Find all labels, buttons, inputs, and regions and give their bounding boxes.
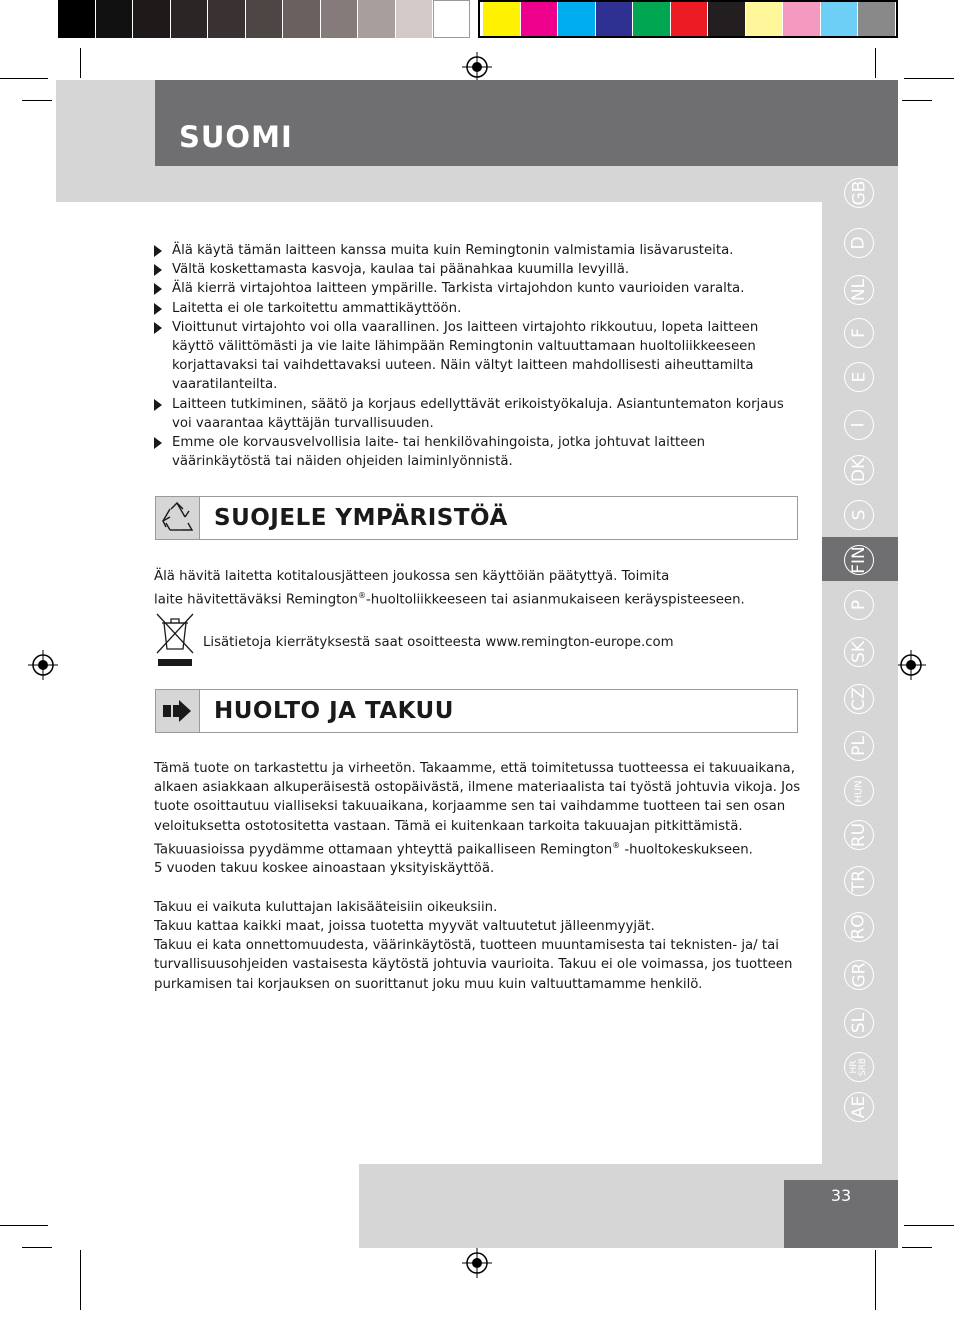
bullet-arrow-icon — [154, 399, 162, 411]
crop-mark — [875, 1250, 876, 1310]
crop-mark — [902, 100, 932, 101]
environment-title: SUOJELE YMPÄRISTÖÄ — [214, 505, 508, 531]
language-tab-label: S — [848, 509, 869, 521]
language-tab-label: SK — [848, 641, 869, 663]
crop-mark — [80, 1250, 81, 1310]
language-tab-fin[interactable] — [844, 545, 874, 575]
bullet-arrow-icon — [154, 303, 162, 315]
service-paragraph: Takuuasioissa pyydämme ottamaan yhteyttä paikalliseen Remington® -huoltokeskukseen. — [154, 840, 753, 858]
page-number-box — [784, 1180, 898, 1248]
language-tab-hr-srb[interactable] — [844, 1052, 874, 1082]
service-title: HUOLTO JA TAKUU — [214, 698, 454, 724]
environment-text — [154, 567, 804, 610]
language-tab-sl[interactable] — [844, 1008, 874, 1038]
safety-bullet: Vältä koskettamasta kasvoja, kaulaa tai päänahkaa kuumilla levyillä. — [154, 260, 804, 279]
language-tab-dk[interactable] — [844, 455, 874, 485]
arrow-icon-box — [156, 690, 200, 732]
safety-bullet: Laitteen tutkiminen, säätö ja korjaus edellyttävät erikoistyökaluja. Asiantuntematon korjaus voi vaarantaa käyttäjän turvallisuuden. — [154, 395, 804, 433]
gray-swatch — [358, 0, 395, 38]
language-tab-label: RO — [848, 914, 869, 940]
language-tab-label: P — [848, 599, 869, 611]
gray-swatch — [396, 0, 433, 38]
language-tab-label: GR — [849, 962, 869, 988]
registration-mark-icon — [462, 52, 492, 82]
arrow-right-icon — [156, 690, 199, 732]
language-tab-label: FIN — [848, 546, 869, 574]
service-section-header — [155, 689, 798, 733]
language-tab-tr[interactable] — [844, 866, 874, 896]
gray-swatch — [133, 0, 170, 38]
language-tab-label: D — [849, 236, 869, 250]
recycle-icon — [156, 497, 199, 539]
safety-bullet: Emme ole korvausvelvollisia laite- tai henkilövahingoista, jotka johtuvat laitteen väärinkäytöstä tai näiden ohjeiden laiminlyönnistä. — [154, 433, 804, 471]
bullet-arrow-icon — [154, 264, 162, 276]
safety-bullet: Älä käytä tämän laitteen kanssa muita kuin Remingtonin valmistamia lisävarusteita. — [154, 241, 804, 260]
language-tab-gb[interactable] — [844, 178, 874, 208]
registration-mark-icon — [462, 1248, 492, 1278]
crossed-bin-icon — [154, 611, 196, 669]
gray-swatch — [171, 0, 208, 38]
service-paragraph: 5 vuoden takuu koskee ainoastaan yksityiskäyttöä. — [154, 861, 495, 877]
service-text — [154, 759, 804, 994]
page-title: SUOMI — [179, 120, 293, 154]
language-tab-label: E — [849, 371, 869, 383]
gray-swatch — [208, 0, 245, 38]
language-tab-label: PL — [848, 736, 869, 756]
environment-text-line1: Älä hävitä laitetta kotitalousjätteen joukossa sen käyttöiän päätyttyä. Toimita — [154, 569, 670, 584]
language-tab-i[interactable] — [844, 410, 874, 440]
language-tab-label: HR SRB — [848, 1057, 868, 1077]
language-tab-label: SL — [848, 1012, 869, 1034]
language-tab-ro[interactable] — [844, 912, 874, 942]
gray-swatch — [58, 0, 95, 38]
language-tab-label: GB — [849, 180, 869, 206]
service-paragraph: Takuu ei kata onnettomuudesta, väärinkäytöstä, tuotteen muuntamisesta tai teknisten- ja/ tai turvallisuusohjeiden vastaisesta käytöstä johtuvia vaurioita. Takuu ei ole voimassa, jos tuotteen purkamisen tai korjauksen on suorittanut joku muu kuin valtuuttamamme henkilö. — [154, 938, 793, 992]
language-tab-f[interactable] — [844, 318, 874, 348]
crop-mark — [0, 78, 48, 79]
language-tab-label: DK — [849, 457, 869, 483]
recycle-icon-box — [156, 497, 200, 539]
language-tab-label: I — [848, 422, 869, 428]
service-paragraph: Takuu ei vaikuta kuluttajan lakisääteisiin oikeuksiin. — [154, 899, 498, 915]
gray-swatch — [433, 0, 470, 38]
crop-mark — [902, 1247, 932, 1248]
safety-bullet: Vioittunut virtajohto voi olla vaarallinen. Jos laitteen virtajohto rikkoutuu, lopeta laitteen käyttö välittömästi ja vie laite lähimpään Remingtonin valtuuttamaan huoltoliikkeeseen korjattavaksi tai vaihdettavaksi uuteen. Näin vältyt laitteen mahdollisesti aiheuttamilta vaaratilanteilta. — [154, 318, 804, 395]
crop-mark — [904, 78, 954, 79]
registration-mark-icon — [28, 650, 58, 680]
language-tab-gr[interactable] — [844, 960, 874, 990]
registration-mark-icon — [896, 650, 926, 680]
crop-mark — [875, 48, 876, 78]
language-tab-nl[interactable] — [844, 275, 874, 305]
language-tab-d[interactable] — [844, 228, 874, 258]
crop-mark — [0, 1225, 48, 1226]
gray-swatch — [321, 0, 358, 38]
language-tab-p[interactable] — [844, 590, 874, 620]
gray-swatch — [96, 0, 133, 38]
recycle-info: Lisätietoja kierrätyksestä saat osoitteesta www.remington-europe.com — [203, 635, 674, 650]
bullet-arrow-icon — [154, 322, 162, 334]
crop-mark — [904, 1225, 954, 1226]
language-tab-ae[interactable] — [844, 1092, 874, 1122]
environment-section-header — [155, 496, 798, 540]
language-tab-label: AE — [849, 1095, 869, 1119]
bullet-arrow-icon — [154, 245, 162, 257]
gray-swatch — [246, 0, 283, 38]
safety-bullet: Laitetta ei ole tarkoitettu ammattikäyttöön. — [154, 299, 804, 318]
service-paragraph: Tämä tuote on tarkastettu ja virheetön. Takaamme, että toimitetussa tuotteessa ei takuuaikana, alkaen asiakkaan alkuperäisestä ostopäivästä, ilmene materiaalista tai työstä johtuvia vikoja. Jos tuote osoittautuu vialliseksi takuuaikana, korjaamme sen tai vaihdamme tuotteen tai sen osan veloituksetta ostotositetta vastaan. Tämä ei kuitenkaan tarkoita takuuajan pitkittämistä. — [154, 761, 801, 834]
title-bar — [155, 80, 898, 166]
language-tab-label: RU — [848, 822, 869, 848]
language-tab-hun[interactable] — [844, 776, 874, 806]
safety-bullet-list — [154, 241, 804, 471]
safety-bullet: Älä kierrä virtajohtoa laitteen ympärille. Tarkista virtajohdon kunto vaurioiden varalta. — [154, 279, 804, 298]
language-tab-label: CZ — [849, 687, 869, 711]
language-tab-label: NL — [848, 278, 869, 302]
language-tab-label: HUN — [853, 779, 865, 803]
language-tab-pl[interactable] — [844, 731, 874, 761]
crop-mark — [80, 48, 81, 78]
environment-text-line2: laite hävitettäväksi Remington®-huoltoliikkeeseen tai asianmukaiseen keräyspisteeseen. — [154, 591, 745, 608]
language-tab-e[interactable] — [844, 362, 874, 392]
bullet-arrow-icon — [154, 437, 162, 449]
color-bar-frame — [478, 0, 898, 38]
service-paragraph: Takuu kattaa kaikki maat, joissa tuotetta myyvät valtuutetut jälleenmyyjät. — [154, 919, 655, 935]
gray-swatch — [283, 0, 320, 38]
language-tab-s[interactable] — [844, 500, 874, 530]
language-tab-label: F — [849, 328, 869, 338]
language-tab-ru[interactable] — [844, 820, 874, 850]
crop-mark — [22, 100, 52, 101]
language-tab-cz[interactable] — [844, 684, 874, 714]
language-tab-label: TR — [848, 869, 869, 893]
crop-mark — [22, 1247, 52, 1248]
language-tab-sk[interactable] — [844, 637, 874, 667]
page-number: 33 — [830, 1186, 852, 1205]
bullet-arrow-icon — [154, 283, 162, 295]
